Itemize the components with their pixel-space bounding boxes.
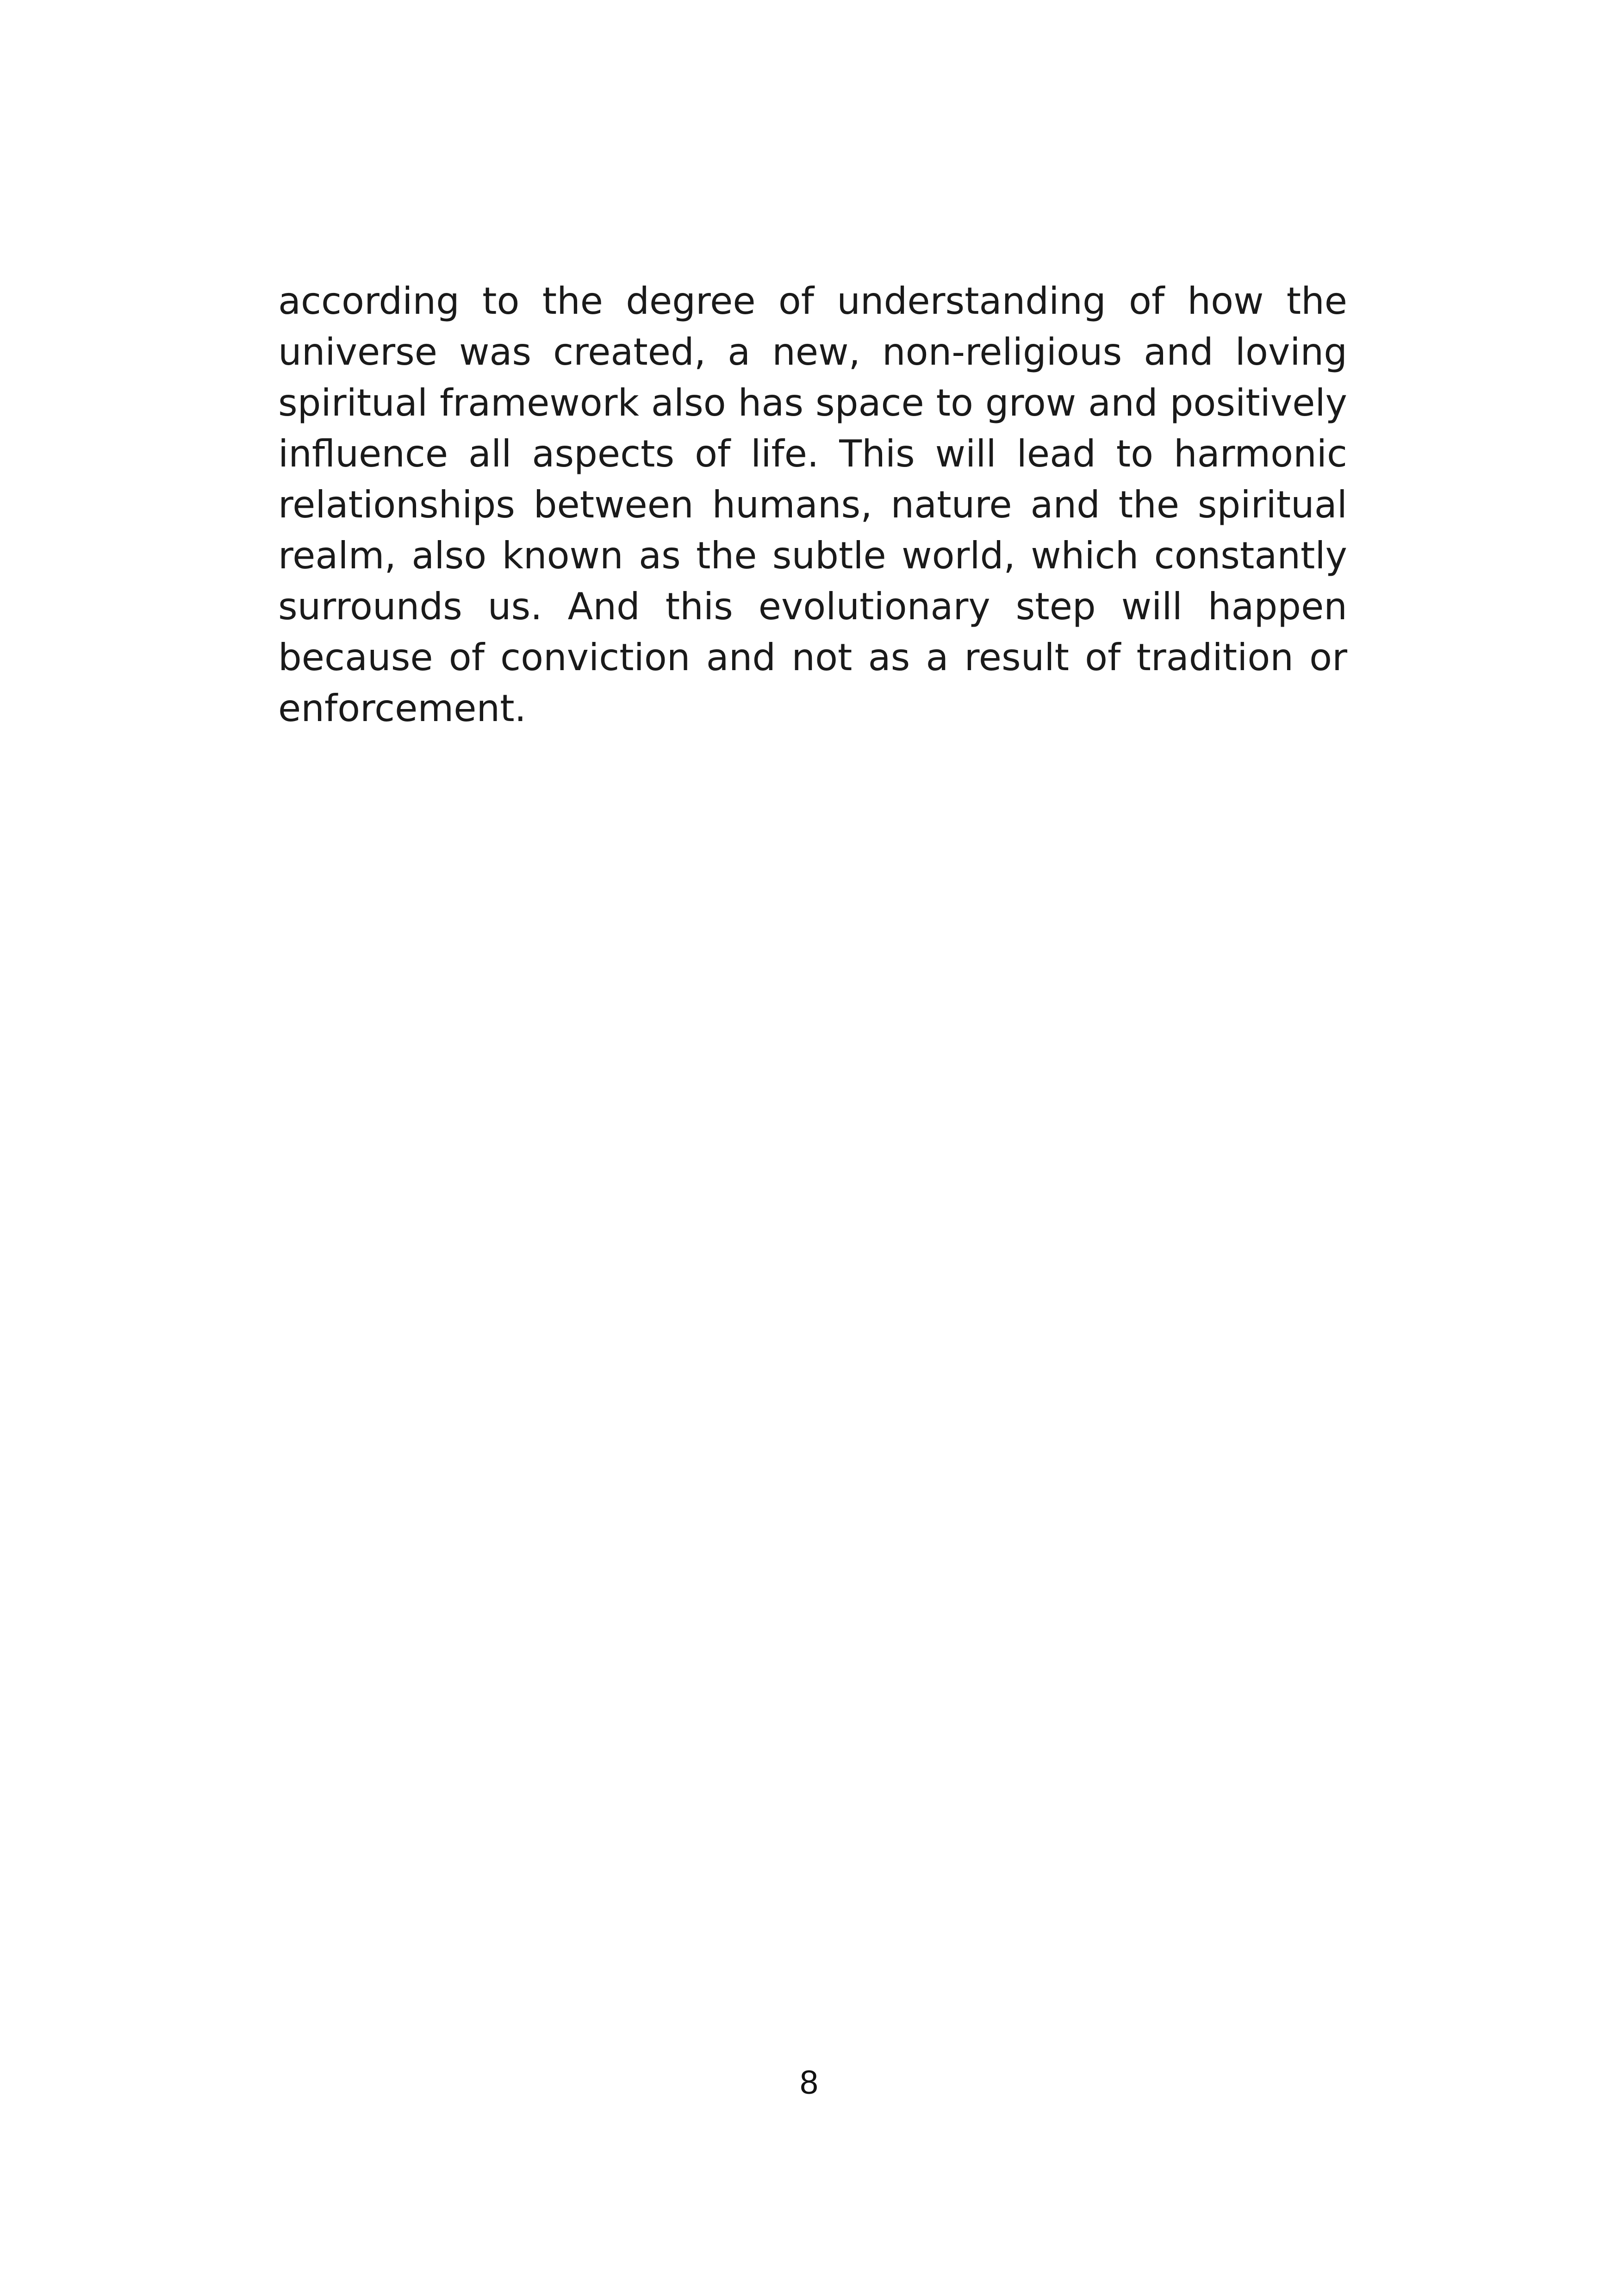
- page-number: 8: [799, 2064, 819, 2101]
- body-paragraph: according to the degree of understanding of how the universe was created, a new, non-religious and loving spiritual framework also has space to grow and positively influence all aspects of life. This will lead to harmonic relationships between humans, nature and the spiritual realm, also known as the subtle world, which constantly surrounds us. And this evolutionary step will happen because of conviction and not as a result of tradition or enforcement.: [278, 280, 1347, 730]
